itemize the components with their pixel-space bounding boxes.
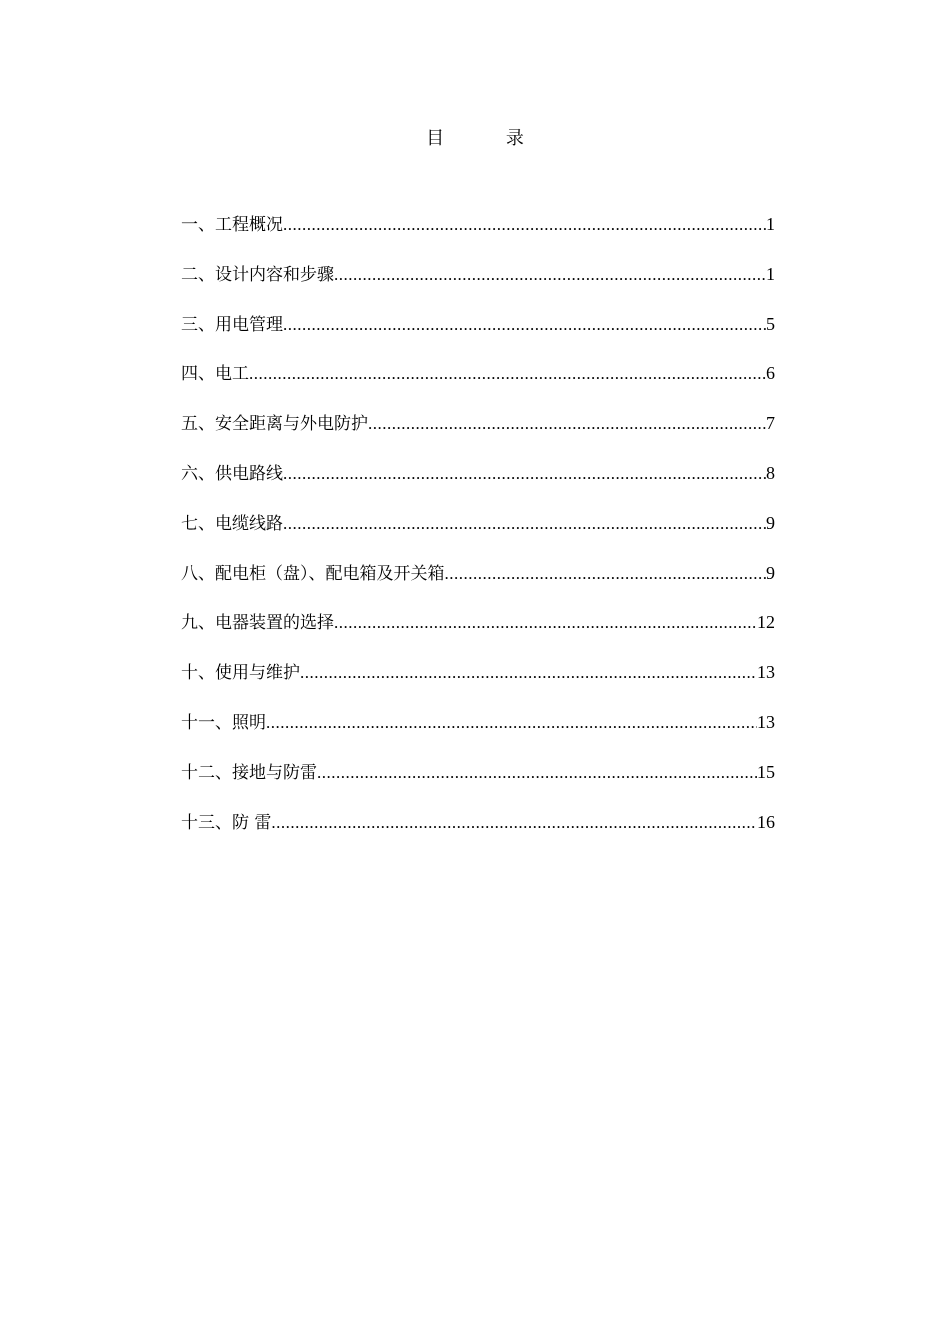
toc-entry[interactable] <box>181 210 775 260</box>
toc-entry-page: 15 <box>757 761 775 782</box>
toc-entry[interactable] <box>181 559 775 609</box>
toc-entry-page: 1 <box>766 263 775 284</box>
toc-dot-leader <box>317 759 757 787</box>
toc-entry[interactable] <box>181 708 775 758</box>
toc-entry-label: 四、电工 <box>181 364 249 385</box>
toc-dot-leader <box>249 360 766 388</box>
toc-entry[interactable] <box>181 808 775 858</box>
toc-entry-label: 七、电缆线路 <box>181 513 283 534</box>
toc-list <box>181 210 775 857</box>
toc-dot-leader <box>283 311 766 339</box>
toc-dot-leader <box>334 261 766 289</box>
toc-entry-label: 六、供电路线 <box>181 463 283 484</box>
toc-entry-page: 8 <box>766 462 775 483</box>
toc-entry[interactable] <box>181 459 775 509</box>
toc-entry-label: 十、使用与维护 <box>181 663 300 684</box>
toc-entry[interactable] <box>181 758 775 808</box>
toc-entry-page: 5 <box>766 313 775 334</box>
toc-entry-label: 九、电器装置的选择 <box>181 613 334 634</box>
toc-entry-label: 十二、接地与防雷 <box>181 762 317 783</box>
toc-dot-leader <box>266 709 757 737</box>
toc-dot-leader <box>283 460 766 488</box>
toc-dot-leader <box>300 659 757 687</box>
toc-entry-page: 13 <box>757 662 775 683</box>
toc-entry[interactable] <box>181 509 775 559</box>
toc-entry-page: 7 <box>766 413 775 434</box>
toc-entry-page: 16 <box>757 811 775 832</box>
toc-dot-leader <box>283 510 766 538</box>
toc-entry[interactable] <box>181 310 775 360</box>
toc-entry-page: 9 <box>766 512 775 533</box>
toc-title: 目 录 <box>426 128 552 149</box>
toc-entry[interactable] <box>181 608 775 658</box>
toc-dot-leader <box>445 560 767 588</box>
toc-entry[interactable] <box>181 658 775 708</box>
toc-entry[interactable] <box>181 260 775 310</box>
toc-dot-leader <box>271 809 757 837</box>
toc-dot-leader <box>334 609 757 637</box>
toc-entry-label: 十三、防 雷 <box>181 812 272 833</box>
toc-entry-label: 五、安全距离与外电防护 <box>181 414 368 435</box>
toc-entry-page: 1 <box>766 214 775 234</box>
toc-entry-label: 八、配电柜（盘）、配电箱及开关箱 <box>181 563 445 584</box>
toc-entry-label: 十一、照明 <box>181 712 266 733</box>
toc-entry[interactable] <box>181 359 775 409</box>
toc-entry-label: 一、工程概况 <box>181 215 283 235</box>
toc-entry-page: 12 <box>757 612 775 633</box>
toc-dot-leader <box>283 211 766 239</box>
toc-entry-page: 6 <box>766 363 775 384</box>
toc-entry-page: 9 <box>766 562 775 583</box>
toc-dot-leader <box>368 410 766 438</box>
toc-entry-label: 三、用电管理 <box>181 314 283 335</box>
toc-entry-label: 二、设计内容和步骤 <box>181 264 334 285</box>
toc-entry-page: 13 <box>757 711 775 732</box>
toc-entry[interactable] <box>181 409 775 459</box>
